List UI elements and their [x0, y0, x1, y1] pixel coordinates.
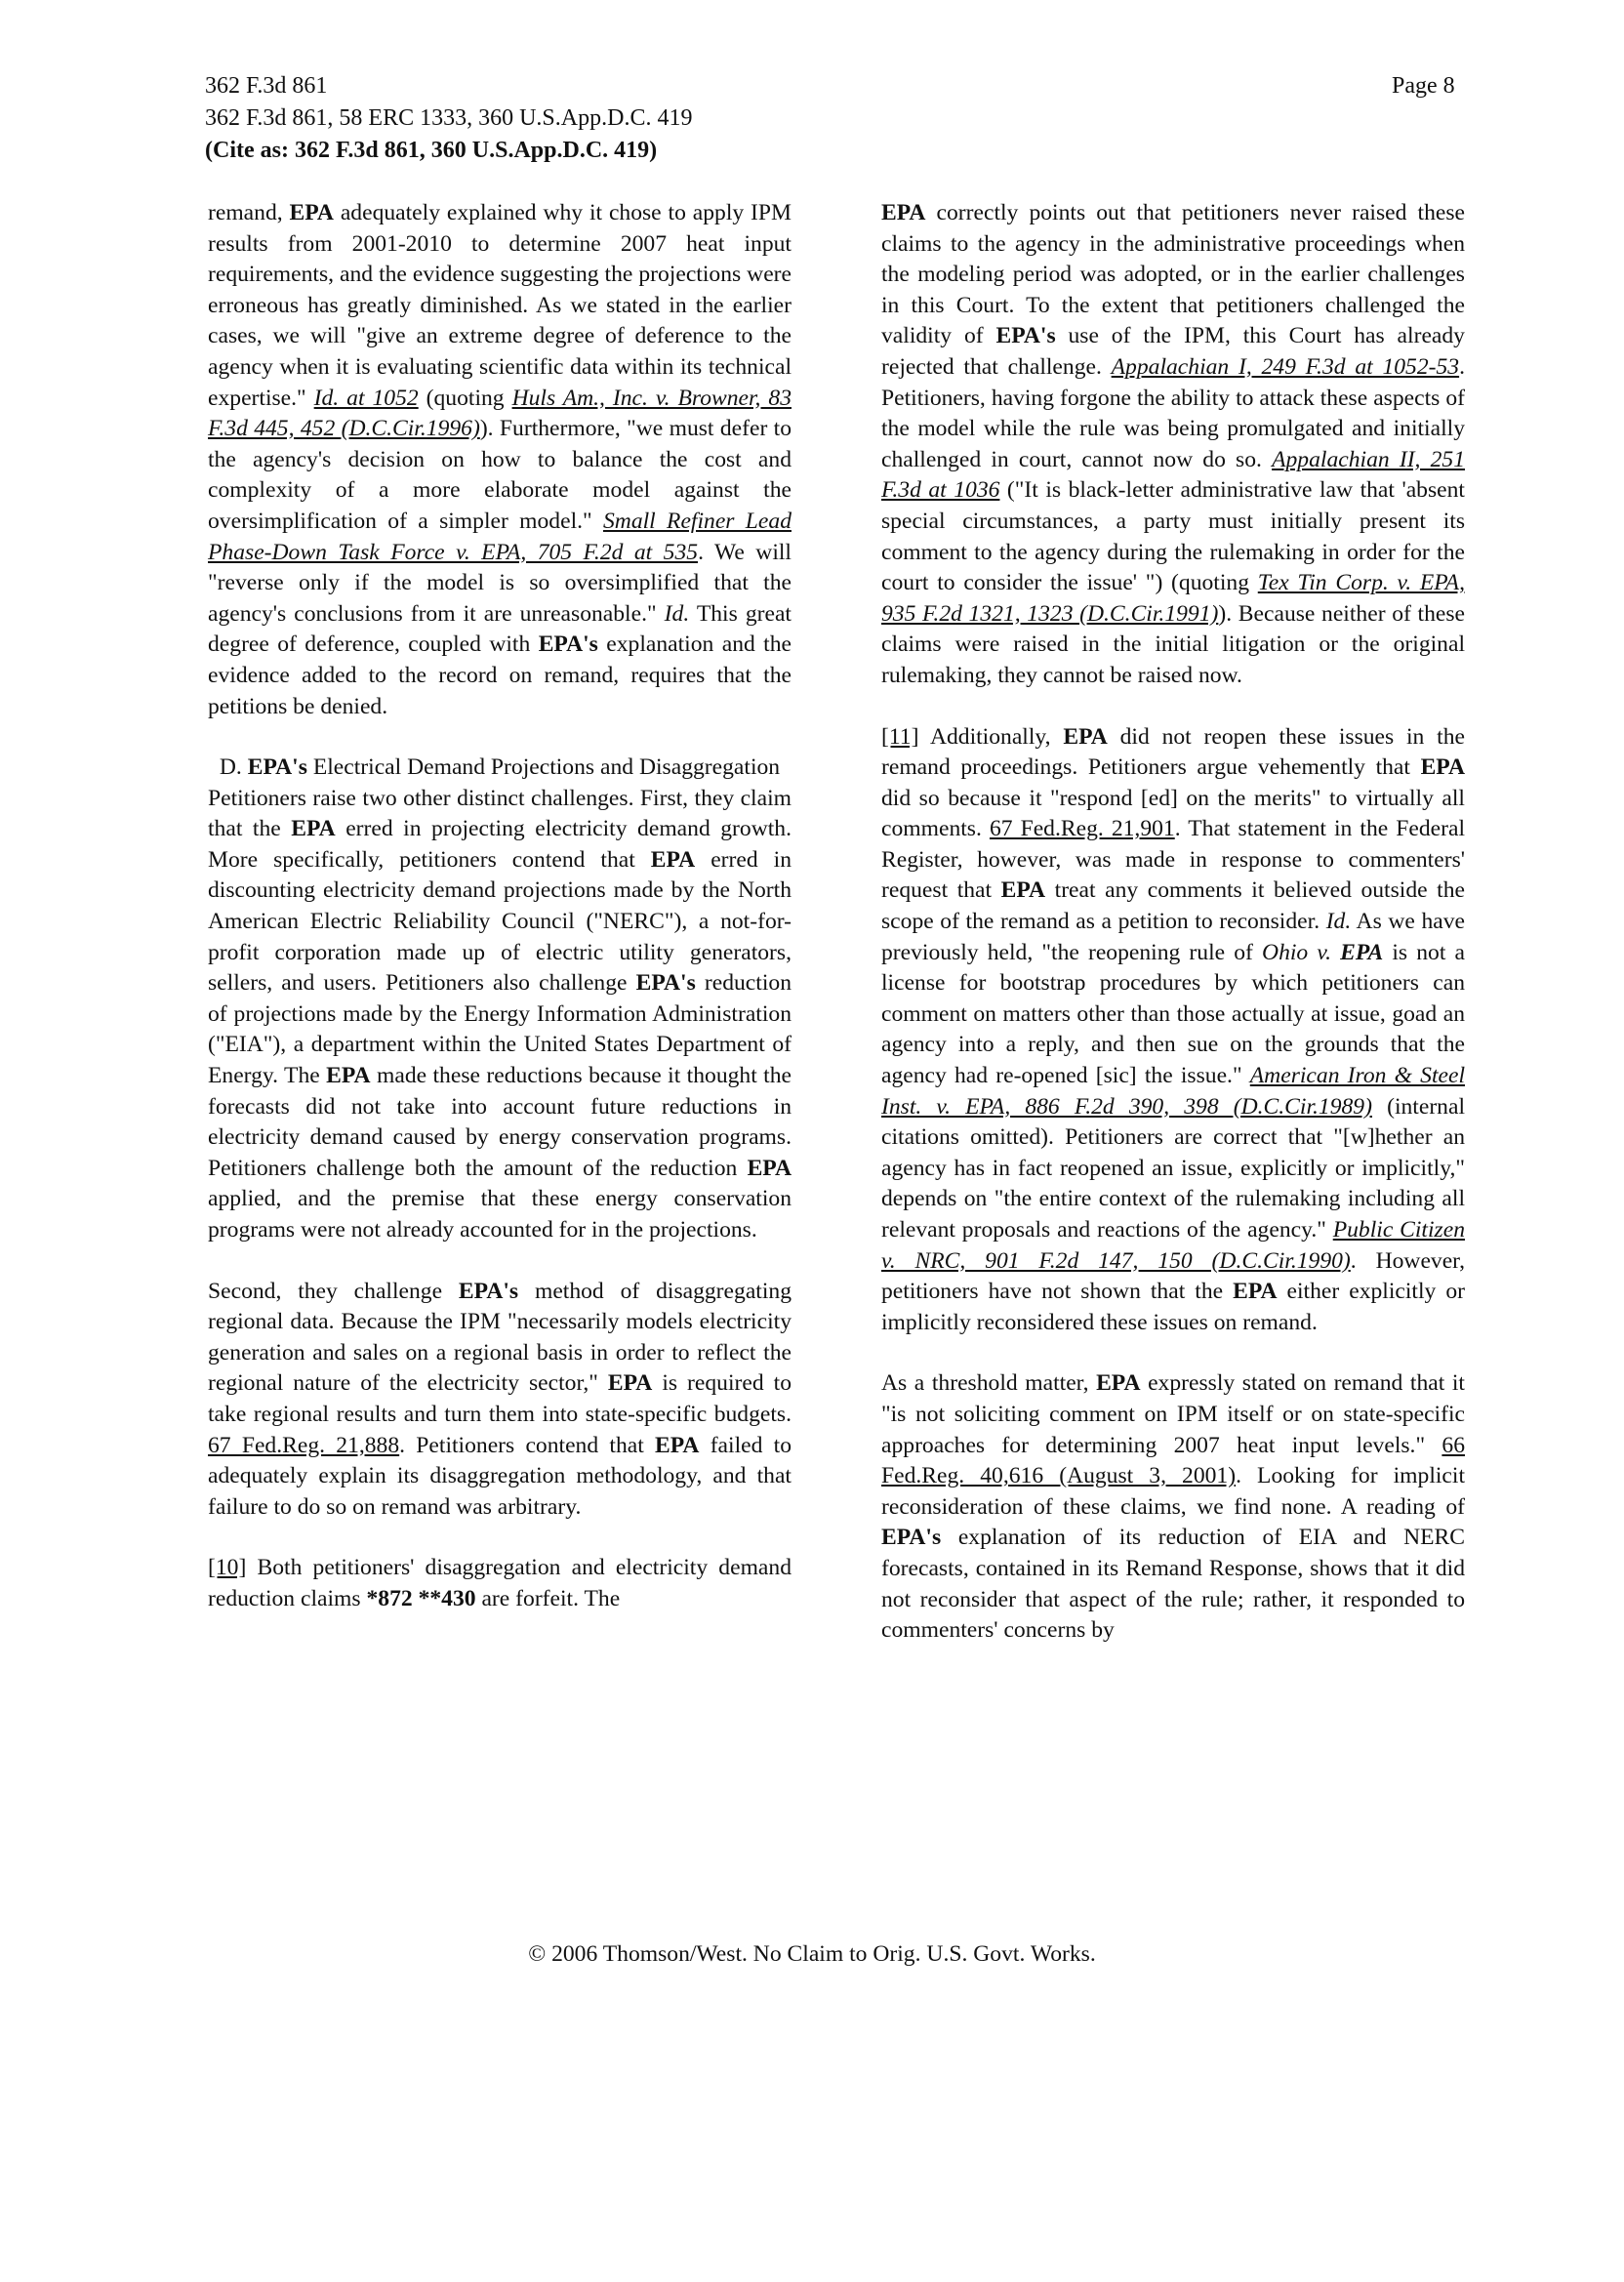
citation-link[interactable]: Appalachian I, 249 F.3d at 1052-53 [1111, 353, 1460, 380]
paragraph: EPA correctly points out that petitioners never raised these claims to the agency in the administrative proceedings when the modeling period was adopted, or in the earlier challenges in this Court. To the extent that petitioners challenged the validity of EPA's use of the IPM, this Court has already rejected that challenge. Appalachian I, 249 F.3d at 1052-53. Petitioners, having forgone the ability to attack these aspects of the model while the rule was being promulgated and initially challenged in court, cannot now do so. Appalachian II, 251 F.3d at 1036 ("It is black-letter administrative law that 'absent special circumstances, a party must initially present its comment to the agency during the rulemaking in order for the court to consider the issue' ") (quoting Tex Tin Corp. v. EPA, 935 F.2d 1321, 1323 (D.C.Cir.1991)). Because neither of these claims were raised in the initial litigation or the original rulemaking, they cannot be raised now. [881, 200, 1466, 688]
footnote-link[interactable]: [10] [208, 1555, 247, 1581]
citation-link[interactable]: 66 Fed.Reg. 40,616 (August 3, 2001) [881, 1432, 1465, 1489]
citation-link[interactable]: Appalachian II, 251 F.3d at 1036 [881, 446, 1466, 504]
copyright-footer: © 2006 Thomson/West. No Claim to Orig. U.S. Govt. Works. [528, 1941, 1096, 1967]
citation-link[interactable]: Huls Am., Inc. v. Browner, 83 F.3d 445, 452 (D.C.Cir.1996) [208, 385, 792, 442]
citation-link[interactable]: Small Refiner Lead Phase-Down Task Force v. EPA, 705 F.2d at 535 [208, 508, 792, 565]
right-column [881, 198, 1465, 1677]
paragraph: [10] Both petitioners' disaggregation and electricity demand reduction claims *872 **430 are forfeit. The [208, 1555, 792, 1611]
section-heading: D. EPA's Electrical Demand Projections and Disaggregation [219, 754, 781, 781]
paragraph: remand, EPA adequately explained why it chose to apply IPM results from 2001-2010 to determine 2007 heat input requirements, and the evidence suggesting the projections were erroneous has greatly diminished. As we stated in the earlier cases, we will "give an extreme degree of deference to the agency when it is evaluating scientific data within its technical expertise." Id. at 1052 (quoting Huls Am., Inc. v. Browner, 83 F.3d 445, 452 (D.C.Cir.1996)). Furthermore, "we must defer to the agency's decision on how to balance the cost and complexity of a more elaborate model against the oversimplification of a simpler model." Small Refiner Lead Phase-Down Task Force v. EPA, 705 F.2d at 535. We will "reverse only if the model is so oversimplified that the agency's conclusions from it are unreasonable." Id. This great degree of deference, coupled with EPA's explanation and the evidence added to the record on remand, requires that the petitions be denied. [208, 200, 792, 719]
citation-link[interactable]: 67 Fed.Reg. 21,901 [989, 816, 1175, 842]
citation-link[interactable]: Tex Tin Corp. v. EPA, 935 F.2d 1321, 1323 (D.C.Cir.1991) [881, 570, 1465, 627]
paragraph: [11] Additionally, EPA did not reopen these issues in the remand proceedings. Petitioners argue vehemently that EPA did so because it "respond [ed] on the merits" to virtually all comments. 67 Fed.Reg. 21,901. That statement in the Federal Register, however, was made in response to commenters' request that EPA treat any comments it believed outside the scope of the remand as a petition to reconsider. Id. As we have previously held, "the reopening rule of Ohio v. EPA is not a license for bootstrap procedures by which petitioners can comment on matters other than those actually at issue, goad an agency into a reply, and then sue on the grounds that the agency had re-opened [sic] the issue." American Iron & Steel Inst. v. EPA, 886 F.2d 390, 398 (D.C.Cir.1989) (internal citations omitted). Petitioners are correct that "[w]hether an agency has in fact reopened an issue, explicitly or implicitly," depends on "the entire context of the rulemaking including all relevant proposals and reactions of the agency." Public Citizen v. NRC, 901 F.2d 147, 150 (D.C.Cir.1990). However, petitioners have not shown that the EPA either explicitly or implicitly reconsidered these issues on remand. [881, 723, 1466, 1335]
citation-link[interactable]: Id. at 1052 [313, 385, 419, 411]
citation-link[interactable]: American Iron & Steel Inst. v. EPA, 886 F.2d 390, 398 (D.C.Cir.1989) [881, 1063, 1466, 1120]
page-number: Page 8 [1392, 73, 1455, 99]
left-column [208, 198, 792, 1646]
paragraph: As a threshold matter, EPA expressly stated on remand that it "is not soliciting comment on IPM itself or on state-specific approaches for determining 2007 heat input levels." 66 Fed.Reg. 40,616 (August 3, 2001). Looking for implicit reconsideration of these claims, we find none. A reading of EPA's explanation of its reduction of EIA and NERC forecasts, contained in its Remand Response, shows that it did not reconsider that aspect of the rule; rather, it responded to commenters' concerns by [881, 1370, 1466, 1644]
citation-link[interactable]: Public Citizen v. NRC, 901 F.2d 147, 150 (D.C.Cir.1990) [881, 1217, 1465, 1274]
footnote-link[interactable]: [11] [881, 723, 919, 750]
citation-header [205, 70, 692, 167]
cite-as-line: (Cite as: 362 F.3d 861, 360 U.S.App.D.C. 419) [205, 138, 658, 163]
citation-line-2: 362 F.3d 861, 58 ERC 1333, 360 U.S.App.D.C. 419 [205, 105, 693, 131]
citation-line-1: 362 F.3d 861 [205, 73, 328, 99]
citation-link[interactable]: 67 Fed.Reg. 21,888 [208, 1432, 400, 1458]
paragraph: Petitioners raise two other distinct challenges. First, they claim that the EPA erred in projecting electricity demand growth. More specifically, petitioners contend that EPA erred in discounting electricity demand projections made by the North American Electric Reliability Council ("NERC"), a not-for-profit corporation made up of electric utility generators, sellers, and users. Petitioners also challenge EPA's reduction of projections made by the Energy Information Administration ("EIA"), a department within the United States Department of Energy. The EPA made these reductions because it thought the forecasts did not take into account future reductions in electricity demand caused by energy conservation programs. Petitioners challenge both the amount of the reduction EPA applied, and the premise that these energy conservation programs were not already accounted for in the projections. [208, 785, 792, 1243]
paragraph: Second, they challenge EPA's method of disaggregating regional data. Because the IPM "necessarily models electricity generation and sales on a regional basis in order to reflect the regional nature of the electricity sector," EPA is required to take regional results and turn them into state-specific budgets. 67 Fed.Reg. 21,888. Petitioners contend that EPA failed to adequately explain its disaggregation methodology, and that failure to do so on remand was arbitrary. [208, 1278, 792, 1520]
